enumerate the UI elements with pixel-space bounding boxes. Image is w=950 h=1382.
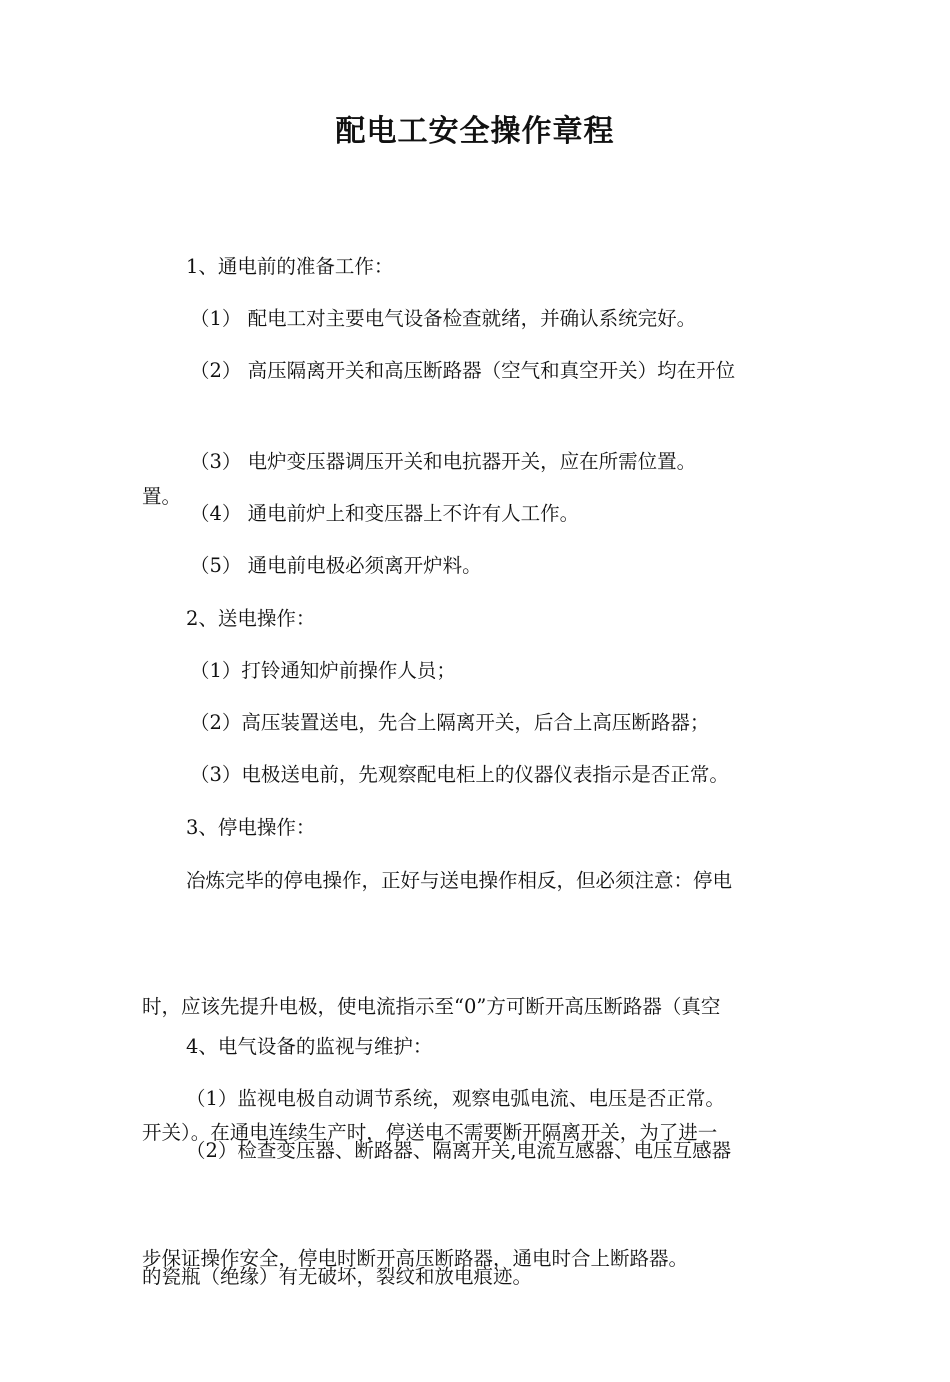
paragraph-line: 2、送电操作： [186,607,316,630]
list-item-4-2 [142,1046,802,1382]
paragraph-line: 4、电气设备的监视与维护： [186,1035,433,1058]
paragraph-line: （2） 高压隔离开关和高压断路器（空气和真空开关）均在开位 [190,359,736,382]
paragraph-line: （1）打铃通知炉前操作人员； [190,659,456,682]
paragraph-line: （2）检查变压器、断路器、隔离开关,电流互感器、电压互感器 [186,1139,732,1162]
paragraph-line: 1、通电前的准备工作： [186,255,394,278]
paragraph-line: 冶炼完毕的停电操作，正好与送电操作相反，但必须注意：停电 [186,869,733,892]
paragraph-line: （5） 通电前电极必须离开炉料。 [190,554,482,577]
paragraph-line: （2）高压装置送电，先合上隔离开关，后合上高压断路器； [190,711,710,734]
paragraph-line: 时，应该先提升电极，使电流指示至“0”方可断开高压断路器（真空 [142,995,721,1018]
paragraph-line: （3）电极送电前，先观察配电柜上的仪器仪表指示是否正常。 [190,763,729,786]
paragraph-line: （4） 通电前炉上和变压器上不许有人工作。 [190,502,580,525]
paragraph-line: 置。 [142,485,182,508]
paragraph-line: 3、停电操作： [186,816,316,839]
document-title: 配电工安全操作章程 [335,114,615,149]
paragraph-line: （3） 电炉变压器调压开关和电抗器开关，应在所需位置。 [190,450,697,473]
paragraph-line: 开关）。在通电连续生产时，停送电不需要断开隔离开关，为了进一 [142,1121,718,1144]
paragraph-line: 步保证操作安全，停电时断开高压断路器，通电时合上断路器。 [142,1247,689,1270]
paragraph-line: （1）监视电极自动调节系统，观察电弧电流、电压是否正常。 [186,1087,725,1110]
paragraph-line: （1） 配电工对主要电气设备检查就绪，并确认系统完好。 [190,307,697,330]
paragraph-line: 的瓷瓶（绝缘）有无破坏，裂纹和放电痕迹。 [142,1265,533,1288]
